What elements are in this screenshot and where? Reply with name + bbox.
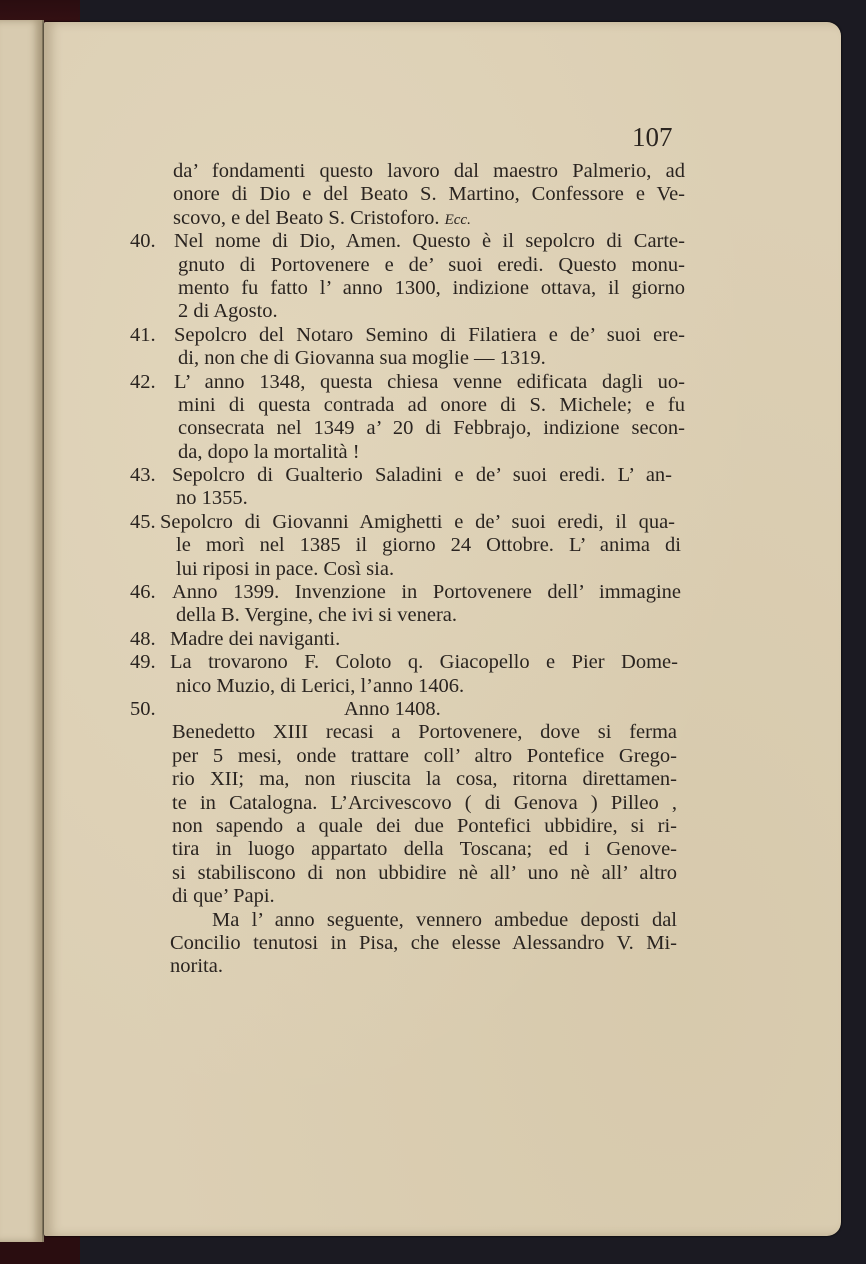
line-content: le morì nel 1385 il giorno 24 Ottobre. L’ anima di (176, 534, 681, 557)
page-body-text (130, 160, 690, 979)
text-line (130, 768, 690, 791)
text-line (130, 534, 690, 557)
line-text (173, 183, 685, 206)
text-line (130, 604, 690, 627)
line-text (172, 815, 677, 838)
line-text (178, 394, 685, 417)
line-text (212, 909, 677, 932)
text-line (130, 300, 690, 323)
line-content: gnuto di Portovenere e de’ suoi eredi. Questo monu- (178, 253, 685, 276)
line-text (174, 371, 685, 394)
line-text (176, 675, 464, 698)
line-text (178, 417, 685, 440)
text-line (130, 324, 690, 347)
text-line (130, 838, 690, 861)
line-text (178, 300, 278, 323)
line-text (176, 604, 457, 627)
line-text (172, 721, 677, 744)
line-content: Sepolcro del Notaro Semino di Filatiera e de’ suoi ere- (174, 323, 685, 346)
entry-number: 46. (130, 581, 156, 604)
line-text (172, 862, 677, 885)
previous-page-edge (0, 20, 44, 1242)
page-number: 107 (632, 122, 673, 152)
text-line (130, 464, 690, 487)
text-line (130, 441, 690, 464)
line-content: La trovarono F. Coloto q. Giacopello e Pier Dome- (170, 651, 678, 674)
line-text (174, 324, 685, 347)
entry-number: 45. (130, 510, 156, 533)
text-line (130, 792, 690, 815)
line-content: mini di questa contrada ad onore di S. Michele; e fu (178, 393, 685, 416)
text-line (130, 511, 690, 534)
line-content: della B. Vergine, che ivi si venera. (176, 604, 458, 627)
line-text (344, 698, 441, 721)
text-line (130, 932, 690, 955)
text-line (130, 160, 690, 183)
line-content: tira in luogo appartato della Toscana; ed i Genove- (172, 838, 677, 861)
entry-number: 49. (130, 651, 156, 674)
entry-number: 43. (130, 464, 156, 487)
line-text (176, 534, 681, 557)
line-content: non sapendo a quale dei due Pontefici ubbidire, si ri- (172, 814, 677, 837)
line-content: Anno 1408. (344, 697, 441, 720)
line-text (173, 207, 471, 232)
line-content: si stabiliscono di non ubbidire nè all’ uno nè all’ altro (172, 861, 677, 884)
line-text (176, 487, 248, 510)
line-text (172, 838, 677, 861)
line-text (176, 558, 394, 581)
text-line (130, 371, 690, 394)
text-line (130, 581, 690, 604)
line-content: Sepolcro di Gualterio Saladini e de’ suoi eredi. L’ an- (172, 464, 672, 487)
line-text (174, 230, 685, 253)
line-text (172, 464, 672, 487)
line-text (172, 885, 275, 908)
line-content: Nel nome di Dio, Amen. Questo è il sepolcro di Carte- (174, 230, 685, 253)
line-text (178, 441, 360, 464)
line-content: nico Muzio, di Lerici, l’anno 1406. (176, 674, 465, 697)
line-content: te in Catalogna. L’Arcivescovo ( di Genova ) Pilleo , (172, 791, 677, 814)
line-text (170, 628, 340, 651)
line-content: da’ fondamenti questo lavoro dal maestro Palmerio, ad (173, 160, 685, 182)
entry-number: 50. (130, 697, 156, 720)
line-content: Concilio tenutosi in Pisa, che elesse Alessandro V. Mi- (170, 931, 677, 954)
text-line (130, 487, 690, 510)
line-text (170, 932, 677, 955)
entry-number: 41. (130, 323, 156, 346)
line-content: L’ anno 1348, questa chiesa venne edificata dagli uo- (174, 370, 685, 393)
line-content: no 1355. (176, 487, 248, 510)
text-line (130, 721, 690, 744)
text-line (130, 815, 690, 838)
text-line (130, 955, 690, 978)
text-line (130, 745, 690, 768)
text-line (130, 862, 690, 885)
text-line (130, 651, 690, 674)
line-content: Sepolcro di Giovanni Amighetti e de’ suoi eredi, il qua- (160, 510, 675, 533)
entry-number: 48. (130, 627, 156, 650)
text-line (130, 183, 690, 206)
entry-number: 40. (130, 230, 156, 253)
line-text (160, 511, 675, 534)
abbreviation-ecc: Ecc. (444, 211, 471, 228)
text-line (130, 207, 690, 230)
line-content: Madre dei naviganti. (170, 627, 341, 650)
line-content: scovo, e del Beato S. Cristoforo. (173, 206, 440, 229)
line-content: lui riposi in pace. Così sia. (176, 557, 395, 580)
line-content: di, non che di Giovanna sua moglie — 1319. (178, 347, 546, 370)
line-text (172, 768, 677, 791)
line-text (170, 955, 223, 978)
line-content: mento fu fatto l’ anno 1300, indizione ottava, il giorno (178, 276, 685, 299)
text-line (130, 628, 690, 651)
line-text (173, 160, 685, 183)
line-content: onore di Dio e del Beato S. Martino, Confessore e Ve- (173, 183, 685, 206)
line-content: rio XII; ma, non riuscita la cosa, ritorna direttamen- (172, 768, 677, 791)
line-text (172, 581, 681, 604)
text-line (130, 277, 690, 300)
text-line (130, 885, 690, 908)
text-line (130, 254, 690, 277)
text-line (130, 347, 690, 370)
text-line (130, 909, 690, 932)
text-line (130, 394, 690, 417)
line-content: per 5 mesi, onde trattare coll’ altro Pontefice Grego- (172, 744, 677, 767)
line-text (178, 277, 685, 300)
text-line (130, 698, 690, 721)
line-text (170, 651, 678, 674)
line-content: di que’ Papi. (172, 885, 275, 908)
line-text (172, 745, 677, 768)
line-content: da, dopo la mortalità ! (178, 440, 360, 463)
text-line (130, 675, 690, 698)
text-line (130, 417, 690, 440)
text-line (130, 558, 690, 581)
text-line (130, 230, 690, 253)
line-content: Benedetto XIII recasi a Portovenere, dove si ferma (172, 721, 677, 744)
line-content: Ma l’ anno seguente, vennero ambedue deposti dal (212, 908, 677, 931)
line-text (172, 792, 677, 815)
line-content: consecrata nel 1349 a’ 20 di Febbrajo, indizione secon- (178, 417, 685, 440)
line-text (178, 347, 546, 370)
line-text (178, 254, 685, 277)
entry-number: 42. (130, 370, 156, 393)
line-content: norita. (170, 955, 223, 978)
line-content: 2 di Agosto. (178, 300, 278, 323)
line-content: Anno 1399. Invenzione in Portovenere dell’ immagine (172, 581, 681, 604)
